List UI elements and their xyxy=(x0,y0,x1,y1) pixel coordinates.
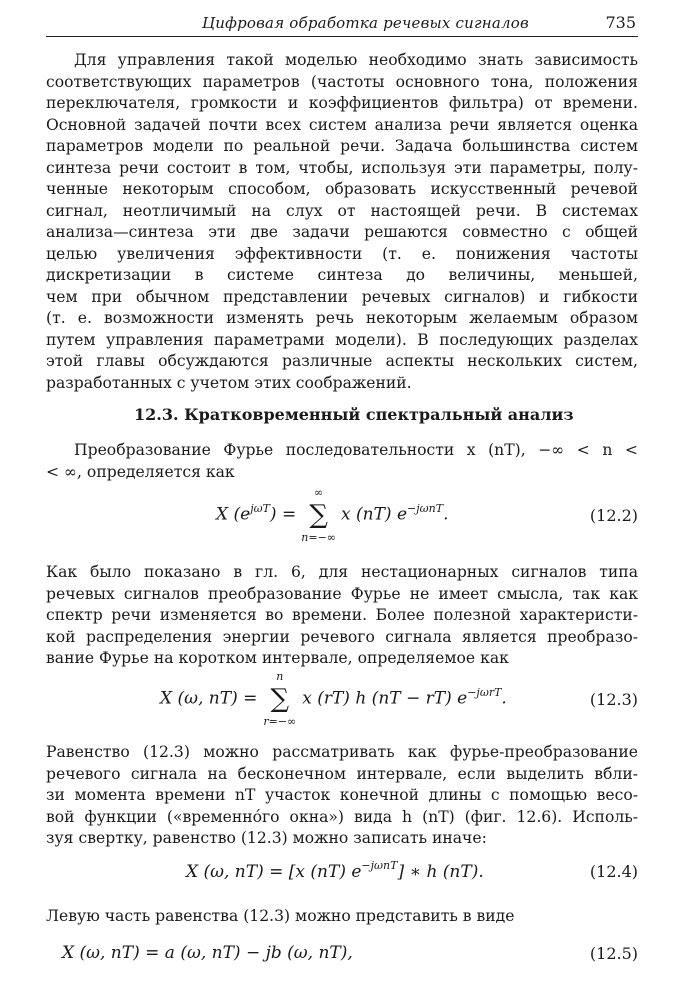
equation-number: (12.3) xyxy=(589,690,638,709)
text-line: спектр речи изменяется во времени. Более полезной характеристи- xyxy=(46,606,638,624)
text-line: путем управления параметрами модели). В последующих разделах xyxy=(46,330,638,349)
paragraph-4 xyxy=(46,742,638,850)
text-line: параметров модели по реальной речи. Задача большинства систем xyxy=(46,137,638,155)
eq-lhs: X (ω, nT) = xyxy=(160,688,258,709)
text-line: дискретизации в системе синтеза до величины, меньшей, xyxy=(46,266,638,284)
equation-12-5 xyxy=(62,943,353,963)
text-line: < ∞, определяется как xyxy=(46,462,235,481)
text-line: анализа—синтеза эти две задачи решаются совместно с общей xyxy=(46,223,638,241)
page-header xyxy=(46,8,638,37)
text-line: Основной задачей почти всех систем анализа речи является оценка xyxy=(46,115,638,134)
equation-number: (12.4) xyxy=(589,862,638,881)
equation-12-4 xyxy=(186,859,484,882)
text-line: (т. е. возможности изменять речь некоторым желаемым образом xyxy=(46,309,638,327)
equation-number: (12.5) xyxy=(589,944,638,963)
equation-12-2 xyxy=(216,486,449,544)
text-line: ченные некоторым способом, образовать искусственный речевой xyxy=(46,180,638,198)
paragraph-5 xyxy=(46,906,638,928)
text-line: чем при обычном представлении речевых сигналов) и гибкости xyxy=(46,287,638,306)
text-line: зуя свертку, равенство (12.3) можно записать иначе: xyxy=(46,829,487,847)
eq-end: . xyxy=(443,504,449,525)
eq-superscript: jωT xyxy=(250,501,270,515)
equation-12-3 xyxy=(160,670,507,728)
text-line: разработанных с учетом этих соображений. xyxy=(46,373,412,392)
text-line: зи момента времени nT участок конечной длины с помощью весо- xyxy=(46,786,638,804)
eq-end: . xyxy=(501,688,507,709)
sum-lower-limit: r=−∞ xyxy=(263,715,297,728)
sum-upper-limit: n xyxy=(276,670,284,683)
eq-rhs: ] ∗ h (nT). xyxy=(397,862,484,882)
eq-lhs: X (e xyxy=(216,504,251,525)
text-line: Как было показано в гл. 6, для нестационарных сигналов типа xyxy=(46,563,638,581)
page-number: 735 xyxy=(605,13,636,32)
text-line: кой распределения энергии речевого сигнала является преобразо- xyxy=(46,627,638,646)
text-line: соответствующих параметров (частоты основного тона, положения xyxy=(46,72,638,91)
paragraph-2 xyxy=(46,440,638,483)
section-heading: 12.3. Кратковременный спектральный анализ xyxy=(134,405,574,424)
text-line: этой главы обсуждаются различные аспекты нескольких систем, xyxy=(46,352,638,370)
text-line: Равенство (12.3) можно рассматривать как фурье-преобразование xyxy=(46,743,638,761)
eq-lhs-close: ) = xyxy=(269,504,297,525)
equation-number: (12.2) xyxy=(589,506,638,525)
summation-sign: ∑ ∞ n=−∞ xyxy=(302,500,336,530)
text-line: сигнал, неотличимый на слух от настоящей речи. В системах xyxy=(46,201,638,220)
text-line: Преобразование Фурье последовательности x (nT), −∞ < n < xyxy=(74,441,638,459)
eq-lhs: X (ω, nT) = [x (nT) e xyxy=(186,862,362,882)
eq-superscript: −jωnT xyxy=(361,859,398,872)
text-line: речевого сигнала на бесконечном интервале, если выделить вбли- xyxy=(46,764,638,783)
text-line: Левую часть равенства (12.3) можно представить в виде xyxy=(46,907,515,925)
eq-rhs: x (nT) e xyxy=(341,504,408,525)
summation-sign: ∑ n r=−∞ xyxy=(263,684,297,714)
text-line: вой функции («временно́го окна») вида h (nT) (фиг. 12.6). Исполь- xyxy=(46,807,638,826)
text-line: речевых сигналов преобразование Фурье не имеет смысла, так как xyxy=(46,584,638,603)
eq-superscript: −jωnT xyxy=(407,501,444,515)
sum-upper-limit: ∞ xyxy=(314,486,324,499)
running-title: Цифровая обработка речевых сигналов xyxy=(202,14,529,32)
paragraph-1 xyxy=(46,50,638,394)
text-line: Для управления такой моделью необходимо знать зависимость xyxy=(74,51,638,69)
text-line: целью увеличения эффективности (т. е. понижения частоты xyxy=(46,244,638,263)
eq-superscript: −jωrT xyxy=(467,685,502,699)
eq-body: X (ω, nT) = a (ω, nT) − jb (ω, nT), xyxy=(62,943,353,963)
text-line: вание Фурье на коротком интервале, определяемое как xyxy=(46,649,509,667)
eq-rhs: x (rT) h (nT − rT) e xyxy=(302,688,468,709)
sum-lower-limit: n=−∞ xyxy=(301,531,336,544)
paragraph-3 xyxy=(46,562,638,670)
text-line: синтеза речи состоит в том, чтобы, используя эти параметры, полу- xyxy=(46,158,638,177)
text-line: переключателя, громкости и коэффициентов фильтра) от времени. xyxy=(46,94,638,112)
